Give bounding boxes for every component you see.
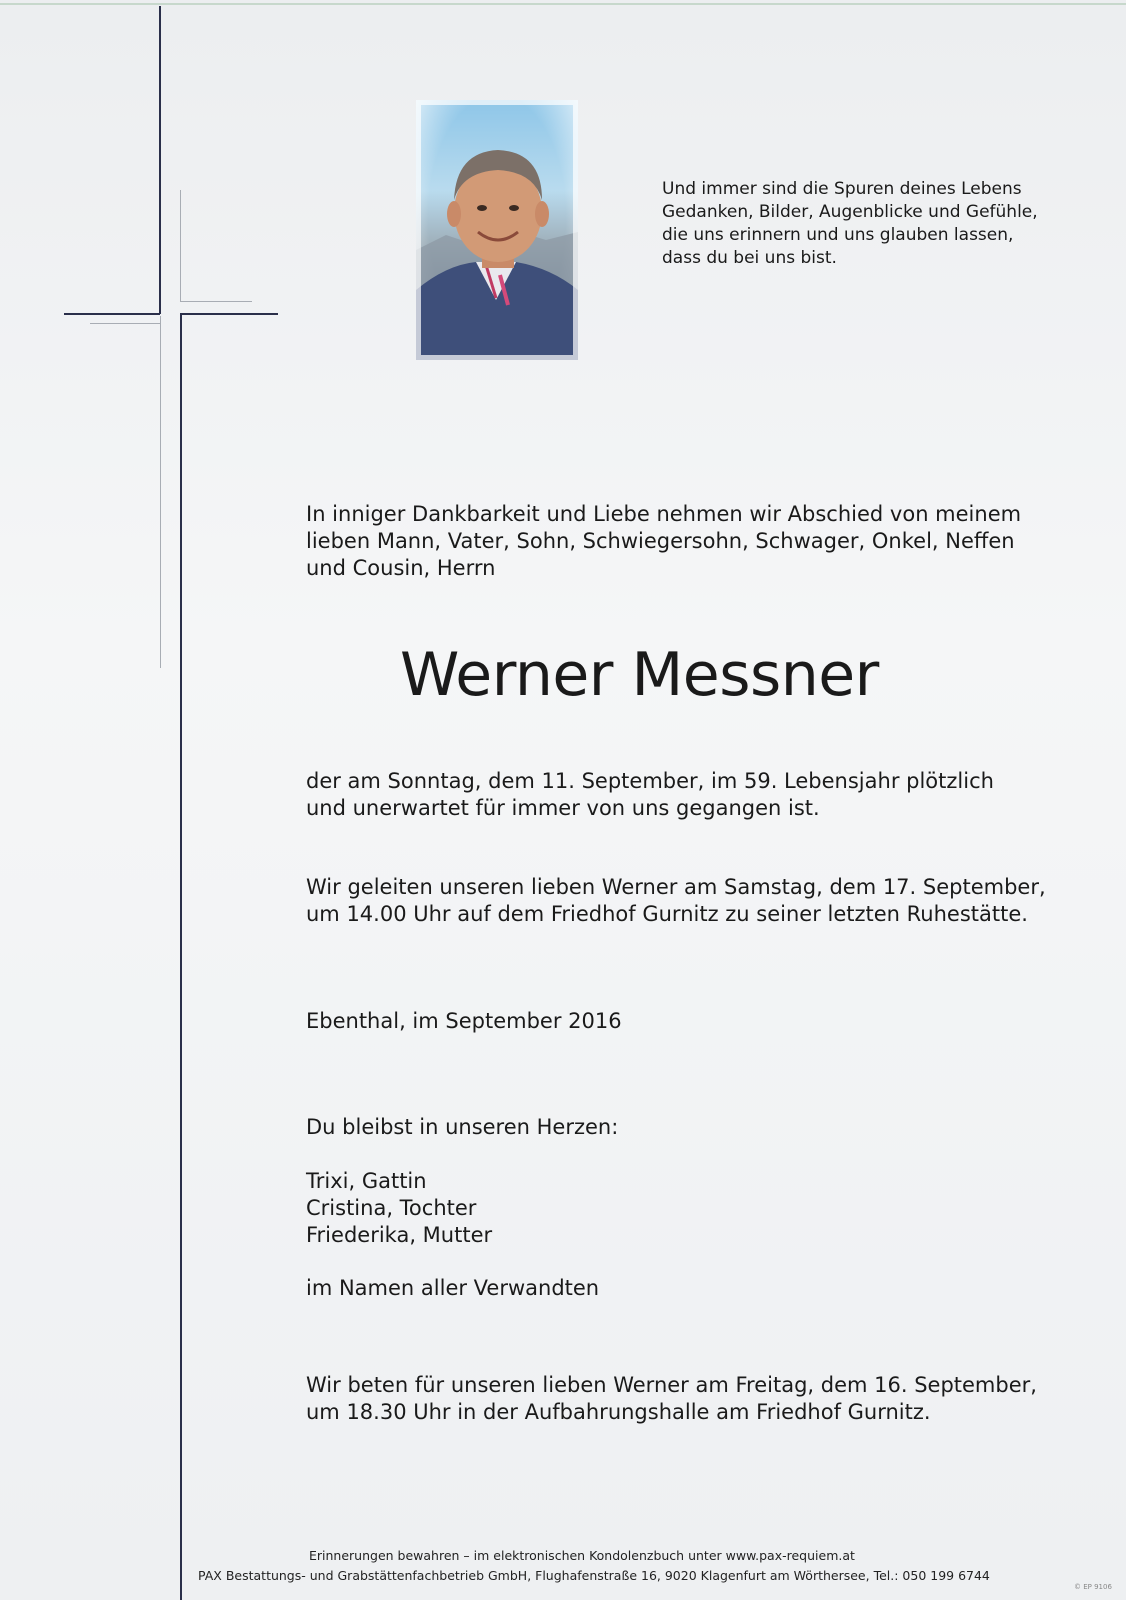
cross-horizontal-light-right	[180, 301, 252, 302]
burial-line: um 14.00 Uhr auf dem Friedhof Gurnitz zu seiner letzten Ruhestätte.	[306, 902, 1028, 926]
mourners-heading	[306, 1114, 618, 1141]
place-date-text: Ebenthal, im September 2016	[306, 1009, 622, 1033]
portrait-photo	[416, 100, 578, 360]
mourners-closing-text: im Namen aller Verwandten	[306, 1276, 600, 1300]
deceased-name: Werner Messner	[400, 640, 879, 710]
cross-vertical-light-short	[180, 190, 181, 302]
prayer-line: Wir beten für unseren lieben Werner am Freitag, dem 16. September,	[306, 1373, 1037, 1397]
burial-paragraph	[306, 874, 1046, 928]
cross-horizontal-dark-right	[180, 313, 278, 315]
death-notice-paragraph	[306, 768, 994, 822]
top-border	[0, 3, 1126, 5]
quote-line: die uns erinnern und uns glauben lassen,	[662, 225, 1014, 245]
intro-line: lieben Mann, Vater, Sohn, Schwiegersohn, Schwager, Onkel, Neffen	[306, 529, 1015, 553]
quote-line: Und immer sind die Spuren deines Lebens	[662, 179, 1022, 199]
mourner-name: Cristina, Tochter	[306, 1196, 477, 1220]
mourners-heading-text: Du bleibst in unseren Herzen:	[306, 1115, 619, 1139]
print-code: © EP 9106	[1074, 1583, 1112, 1591]
cross-vertical-dark-lower	[180, 314, 182, 1600]
cross-vertical-dark-upper	[159, 6, 161, 314]
intro-line: und Cousin, Herrn	[306, 556, 496, 580]
death-notice-line: der am Sonntag, dem 11. September, im 59. Lebensjahr plötzlich	[306, 769, 994, 793]
mourner-name: Trixi, Gattin	[306, 1169, 427, 1193]
cross-horizontal-dark-left	[64, 313, 160, 315]
quote-line: Gedanken, Bilder, Augenblicke und Gefühle,	[662, 202, 1038, 222]
intro-line: In inniger Dankbarkeit und Liebe nehmen wir Abschied von meinem	[306, 502, 1022, 526]
mourners-closing	[306, 1275, 599, 1302]
mourner-name: Friederika, Mutter	[306, 1223, 493, 1247]
place-date	[306, 1008, 622, 1035]
cross-horizontal-light-left	[90, 323, 160, 324]
prayer-line: um 18.30 Uhr in der Aufbahrungshalle am Friedhof Gurnitz.	[306, 1400, 931, 1424]
intro-paragraph	[306, 501, 1066, 582]
memorial-quote	[662, 178, 1082, 270]
cross-vertical-light	[160, 316, 161, 668]
quote-line: dass du bei uns bist.	[662, 248, 837, 268]
footer-condolence-line: Erinnerungen bewahren – im elektronischen Kondolenzbuch unter www.pax-requiem.at	[309, 1548, 855, 1563]
footer-company-line: PAX Bestattungs- und Grabstättenfachbetrieb GmbH, Flughafenstraße 16, 9020 Klagenfurt am Wörthersee, Tel.: 050 199 6744	[198, 1568, 990, 1583]
mourners-list	[306, 1168, 492, 1249]
burial-line: Wir geleiten unseren lieben Werner am Samstag, dem 17. September,	[306, 875, 1046, 899]
death-notice-line: und unerwartet für immer von uns gegangen ist.	[306, 796, 820, 820]
prayer-paragraph	[306, 1372, 1037, 1426]
